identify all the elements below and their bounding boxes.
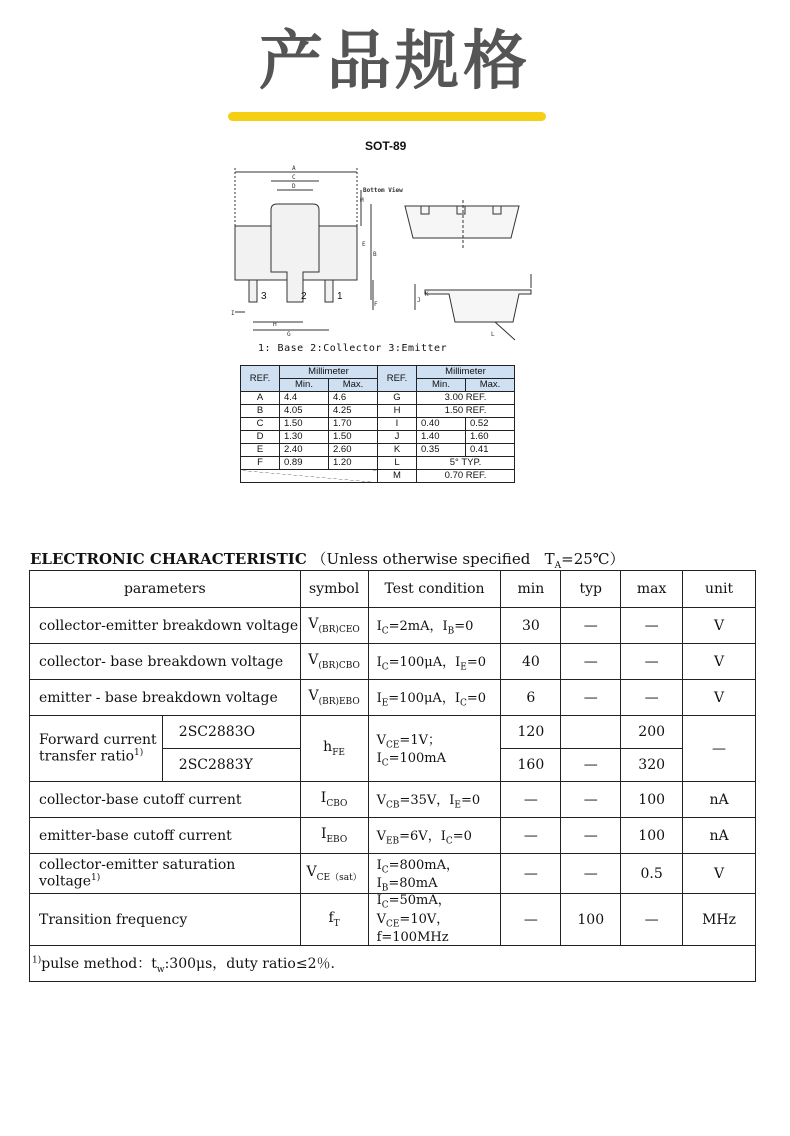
unit-cell: nA — [683, 818, 756, 854]
package-name: SOT-89 — [365, 139, 407, 153]
pin-3-label: 3 — [261, 291, 267, 302]
param-cell: emitter - base breakdown voltage — [30, 680, 301, 716]
mm-header-left: Millimeter — [280, 366, 378, 379]
header-max: max — [621, 571, 683, 608]
ref-header-right: REF. — [378, 366, 417, 392]
min-cell: — — [501, 818, 561, 854]
ref-cell: E — [241, 444, 280, 457]
value-cell: 1.50 REF. — [417, 405, 515, 418]
symbol-cell: $V_{(BR)CEO}$ — [300, 608, 368, 644]
max-cell: — — [621, 644, 683, 680]
symbol-cell: $I_{EBO}$ — [300, 818, 368, 854]
min-cell: 4.05 — [280, 405, 329, 418]
max-cell: 200 — [621, 716, 683, 749]
unit-cell: V — [683, 854, 756, 894]
ec-heading-temp-val: =25℃） — [561, 550, 625, 568]
pin-2-label: 2 — [301, 291, 307, 302]
header-unit: unit — [683, 571, 756, 608]
typ-cell: — — [561, 608, 621, 644]
max-cell: 1.20 — [329, 457, 378, 470]
symbol-cell: $V_{CE(sat)}$ — [300, 854, 368, 894]
param-cell: collector-emitter breakdown voltage — [30, 608, 301, 644]
table-row — [30, 818, 756, 854]
ref-cell: M — [378, 470, 417, 483]
min-cell: 4.4 — [280, 392, 329, 405]
symbol-cell: $V_{(BR)EBO}$ — [300, 680, 368, 716]
table-row — [241, 444, 515, 457]
table-row — [30, 608, 756, 644]
dim-label-a: A — [292, 165, 296, 172]
typ-cell: 100 — [561, 894, 621, 946]
dim-label-i: I — [231, 310, 235, 317]
dim-label-e: E — [362, 241, 366, 248]
pin-1-label: 1 — [337, 291, 343, 302]
ref-cell: B — [241, 405, 280, 418]
max-cell: 4.25 — [329, 405, 378, 418]
grade-cell: 2SC2883O — [162, 716, 300, 749]
dimension-table — [240, 365, 515, 483]
table-row — [241, 470, 515, 483]
param-cell-hfe: Forward current transfer ratio$^{1)}$ — [30, 716, 163, 782]
grade-cell: 2SC2883Y — [162, 749, 300, 782]
ref-cell: A — [241, 392, 280, 405]
min-cell: — — [501, 894, 561, 946]
min-cell: 2.40 — [280, 444, 329, 457]
table-row — [30, 644, 756, 680]
dim-label-c: C — [292, 174, 296, 181]
dim-label-m: M — [360, 197, 364, 204]
max-header-right: Max. — [466, 379, 515, 392]
table-row — [30, 894, 756, 946]
unit-cell: V — [683, 644, 756, 680]
typ-cell: — — [561, 818, 621, 854]
test-cell: $I_C=50mA$，$V_{CE}=10V$， f=100MHz — [368, 894, 501, 946]
ref-cell: C — [241, 418, 280, 431]
typ-cell — [561, 716, 621, 749]
min-cell: 1.40 — [417, 431, 466, 444]
min-cell: 40 — [501, 644, 561, 680]
ref-cell: J — [378, 431, 417, 444]
max-cell: 1.70 — [329, 418, 378, 431]
min-cell: 0.35 — [417, 444, 466, 457]
ec-heading-note: （Unless otherwise specified — [311, 550, 531, 568]
min-header-right: Min. — [417, 379, 466, 392]
ref-cell: H — [378, 405, 417, 418]
min-cell: 120 — [501, 716, 561, 749]
pin-caption: 1: Base 2:Collector 3:Emitter — [258, 343, 448, 354]
max-cell: — — [621, 894, 683, 946]
symbol-cell: $f_T$ — [300, 894, 368, 946]
dim-label-h: H — [273, 321, 277, 328]
symbol-cell: $h_{FE}$ — [300, 716, 368, 782]
footnote-row — [30, 946, 756, 982]
max-cell: 100 — [621, 818, 683, 854]
header-symbol: symbol — [300, 571, 368, 608]
min-cell: 0.40 — [417, 418, 466, 431]
test-cell: $I_E=100\mu A$，$I_C=0$ — [368, 680, 501, 716]
param-cell: Transition frequency — [30, 894, 301, 946]
symbol-cell: $I_{CBO}$ — [300, 782, 368, 818]
table-row — [30, 782, 756, 818]
page-title: 产品规格 — [259, 25, 531, 99]
param-cell: collector- base breakdown voltage — [30, 644, 301, 680]
dim-label-d: D — [292, 183, 296, 190]
max-cell: 1.50 — [329, 431, 378, 444]
unit-cell: MHz — [683, 894, 756, 946]
min-header-left: Min. — [280, 379, 329, 392]
min-cell: 1.50 — [280, 418, 329, 431]
max-cell: — — [621, 680, 683, 716]
test-cell: $V_{EB}=6V$，$I_C=0$ — [368, 818, 501, 854]
ec-heading-temp-sub: A — [554, 561, 562, 571]
max-cell: 320 — [621, 749, 683, 782]
typ-cell: — — [561, 782, 621, 818]
header-row — [30, 571, 756, 608]
table-row — [30, 854, 756, 894]
param-cell: emitter-base cutoff current — [30, 818, 301, 854]
max-header-left: Max. — [329, 379, 378, 392]
min-cell: 160 — [501, 749, 561, 782]
min-cell: — — [501, 782, 561, 818]
blank-cell — [241, 470, 378, 483]
dim-label-b: B — [373, 251, 377, 258]
ec-heading-temp: T — [544, 550, 555, 568]
typ-cell: — — [561, 854, 621, 894]
header-typ: typ — [561, 571, 621, 608]
param-cell: collector-base cutoff current — [30, 782, 301, 818]
dim-label-k: K — [425, 291, 429, 298]
test-cell: $I_C=2mA$，$I_B=0$ — [368, 608, 501, 644]
max-cell: 0.52 — [466, 418, 515, 431]
value-cell: 3.00 REF. — [417, 392, 515, 405]
max-cell: — — [621, 608, 683, 644]
value-cell: 5° TYP. — [417, 457, 515, 470]
test-cell: $V_{CB}=35V$，$I_E=0$ — [368, 782, 501, 818]
test-cell: $I_C=100\mu A$，$I_E=0$ — [368, 644, 501, 680]
table-row — [241, 457, 515, 470]
ref-header-left: REF. — [241, 366, 280, 392]
dim-label-l: L — [491, 331, 495, 338]
table-row — [241, 405, 515, 418]
dim-label-f: F — [374, 301, 378, 308]
min-cell: 1.30 — [280, 431, 329, 444]
max-cell: 4.6 — [329, 392, 378, 405]
test-cell: $V_{CE}=1V$；$I_C=100mA$ — [368, 716, 501, 782]
max-cell: 100 — [621, 782, 683, 818]
typ-cell: — — [561, 644, 621, 680]
max-cell: 0.5 — [621, 854, 683, 894]
min-cell: 30 — [501, 608, 561, 644]
ec-heading — [30, 548, 625, 571]
header-parameters: parameters — [30, 571, 301, 608]
test-cell: $I_C=800mA$，$I_B=80mA$ — [368, 854, 501, 894]
unit-cell: nA — [683, 782, 756, 818]
mm-header-right: Millimeter — [417, 366, 515, 379]
max-cell: 0.41 — [466, 444, 515, 457]
typ-cell: — — [561, 749, 621, 782]
dim-label-g: G — [287, 331, 291, 338]
electronic-characteristics-table — [29, 570, 756, 982]
ref-cell: G — [378, 392, 417, 405]
unit-cell: — — [683, 716, 756, 782]
param-cell: collector-emitter saturation voltage$^{1)}$ — [30, 854, 301, 894]
ref-cell: I — [378, 418, 417, 431]
table-row — [30, 716, 756, 749]
ec-heading-title: ELECTRONIC CHARACTERISTIC — [30, 550, 307, 568]
symbol-cell: $V_{(BR)CBO}$ — [300, 644, 368, 680]
typ-cell: — — [561, 680, 621, 716]
title-underline — [228, 112, 546, 121]
ref-cell: L — [378, 457, 417, 470]
min-cell: 6 — [501, 680, 561, 716]
max-cell: 2.60 — [329, 444, 378, 457]
ref-cell: K — [378, 444, 417, 457]
table-row — [241, 431, 515, 444]
max-cell: 1.60 — [466, 431, 515, 444]
value-cell: 0.70 REF. — [417, 470, 515, 483]
ref-cell: D — [241, 431, 280, 444]
unit-cell: V — [683, 608, 756, 644]
table-row — [241, 418, 515, 431]
bottom-view-label: Bottom View — [363, 187, 403, 194]
footnote: $^{1)}$pulse method：$t_w:300\mu s$，duty ratio≤2％. — [30, 946, 756, 982]
dim-label-j: J — [417, 297, 421, 304]
header-min: min — [501, 571, 561, 608]
min-cell: 0.89 — [280, 457, 329, 470]
unit-cell: V — [683, 680, 756, 716]
ref-cell: F — [241, 457, 280, 470]
table-row — [241, 392, 515, 405]
package-outline-drawing — [225, 160, 545, 360]
header-test-condition: Test condition — [368, 571, 501, 608]
min-cell: — — [501, 854, 561, 894]
table-row — [30, 680, 756, 716]
